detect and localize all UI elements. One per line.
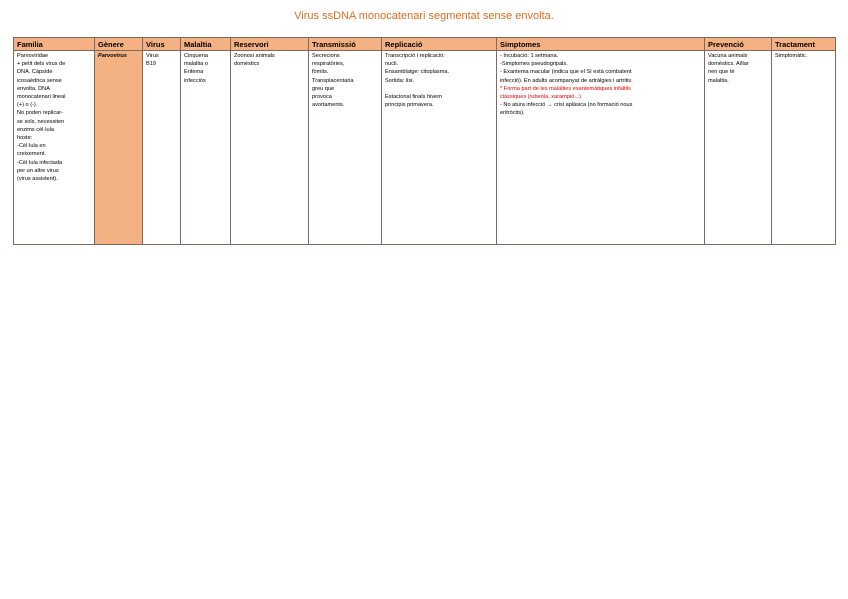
virus-table — [13, 37, 836, 245]
cell-transmissio: Secrecions respiratòries, fòmits. Transplacentaria greu que provoca avortaments. — [309, 51, 382, 245]
cell-replicacio: Transcripció i replicació: nucli. Ensamblatge: citoplasma. Sortida: lisi. Estacional finals hivern principis primavera. — [382, 51, 497, 245]
cell-familia: Parvoviridae + petit dels virus de DNA. Càpside icosaèdrica sense envolta. DNA monocatenari lineal (+) o (-). No poden replicar- se sols, necessiten enzims cèl·lula hoste: -Cèl·lula en creixement. -Cèl·lula infectada per un altre virus (virus assistent). — [14, 51, 95, 245]
header-malaltia: Malaltia — [181, 38, 231, 51]
header-simptomes: Simptomes — [497, 38, 705, 51]
cell-simptomes: - Incubació: 1 setmana. -Simptomes pseudogripals. - Exantema macular (indica que el SI està combatent infecció). En adults acompanyat de artràlgies i artritis. * Forma part de les malalties exantemàtiques infaltils clàssiques (rubeòla, xarampió...) - No atura infecció → crisi aplàsica (no formació nous eritròcits). — [497, 51, 705, 245]
table-row — [14, 51, 836, 245]
cell-genere: Parvovirus — [95, 51, 143, 245]
header-virus: Virus — [143, 38, 181, 51]
cell-tractament: Simptomàtic. — [772, 51, 836, 245]
cell-prevencio: Vacuna animals domèstics. Aïllar nen que té malaltia. — [705, 51, 772, 245]
cell-malaltia: Cinquena malaltia o Eritema infecciós — [181, 51, 231, 245]
cell-virus: Virus B19 — [143, 51, 181, 245]
header-row — [14, 38, 836, 51]
header-replicacio: Replicació — [382, 38, 497, 51]
cell-reservori: Zoonosi animals domèstics — [231, 51, 309, 245]
header-genere: Gènere — [95, 38, 143, 51]
header-prevencio: Prevenció — [705, 38, 772, 51]
header-reservori: Reservori — [231, 38, 309, 51]
header-familia: Família — [14, 38, 95, 51]
note-exantematiques: * Forma part de les malalties exantemàtiques infaltils — [500, 85, 631, 92]
header-tractament: Tractament — [772, 38, 836, 51]
header-transmissio: Transmissió — [309, 38, 382, 51]
page-title: Virus ssDNA monocatenari segmentat sense envolta. — [294, 10, 554, 22]
